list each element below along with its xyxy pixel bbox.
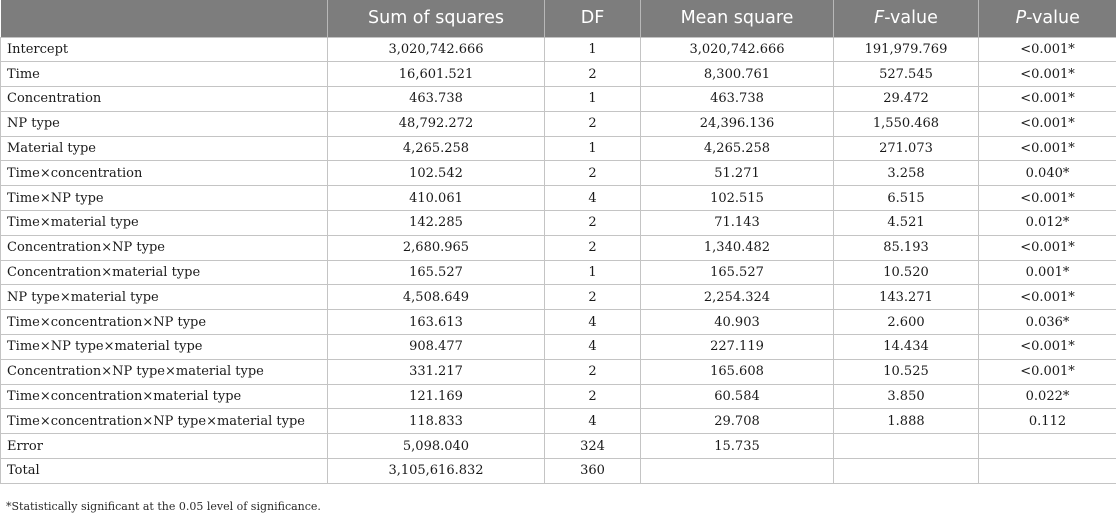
cell-f-value: 6.515 [834, 186, 979, 211]
cell-f-value: 14.434 [834, 335, 979, 360]
cell-f-value: 271.073 [834, 136, 979, 161]
cell-df: 4 [545, 335, 641, 360]
table-row [1, 384, 1116, 409]
cell-f-value: 1,550.468 [834, 111, 979, 136]
cell-f-value: 29.472 [834, 87, 979, 112]
cell-sum-of-squares: 118.833 [328, 409, 545, 434]
cell-p-value: <0.001* [979, 335, 1116, 360]
cell-sum-of-squares: 165.527 [328, 260, 545, 285]
table-row [1, 409, 1116, 434]
cell-mean-square: 24,396.136 [641, 111, 834, 136]
cell-sum-of-squares: 142.285 [328, 211, 545, 236]
header-f-suffix: -value [884, 8, 938, 29]
cell-source: NP type [1, 111, 328, 136]
header-f-letter: F [874, 8, 885, 29]
cell-source: Time×NP type×material type [1, 335, 328, 360]
header-sum-of-squares: Sum of squares [328, 0, 545, 37]
table-row [1, 136, 1116, 161]
cell-source: Time×concentration [1, 161, 328, 186]
cell-mean-square: 29.708 [641, 409, 834, 434]
table-body [1, 37, 1116, 483]
table-row [1, 459, 1116, 484]
cell-source: Material type [1, 136, 328, 161]
cell-f-value: 85.193 [834, 235, 979, 260]
cell-sum-of-squares: 3,105,616.832 [328, 459, 545, 484]
cell-source: NP type×material type [1, 285, 328, 310]
table-row [1, 161, 1116, 186]
cell-source: Error [1, 434, 328, 459]
cell-source: Concentration [1, 87, 328, 112]
header-row [1, 0, 1116, 37]
table-row [1, 260, 1116, 285]
cell-mean-square: 102.515 [641, 186, 834, 211]
cell-p-value: <0.001* [979, 62, 1116, 87]
cell-sum-of-squares: 5,098.040 [328, 434, 545, 459]
cell-source: Concentration×NP type×material type [1, 359, 328, 384]
cell-sum-of-squares: 16,601.521 [328, 62, 545, 87]
cell-df: 4 [545, 310, 641, 335]
cell-mean-square: 227.119 [641, 335, 834, 360]
cell-sum-of-squares: 908.477 [328, 335, 545, 360]
cell-mean-square: 1,340.482 [641, 235, 834, 260]
table-header [1, 0, 1116, 37]
cell-p-value: <0.001* [979, 111, 1116, 136]
cell-sum-of-squares: 463.738 [328, 87, 545, 112]
cell-sum-of-squares: 48,792.272 [328, 111, 545, 136]
table-row [1, 235, 1116, 260]
cell-p-value: <0.001* [979, 186, 1116, 211]
header-source [1, 0, 328, 37]
table-footnote: *Statistically significant at the 0.05 level of significance. [6, 500, 321, 513]
cell-df: 2 [545, 211, 641, 236]
table-row [1, 87, 1116, 112]
cell-source: Concentration×NP type [1, 235, 328, 260]
cell-f-value: 4.521 [834, 211, 979, 236]
cell-mean-square: 60.584 [641, 384, 834, 409]
cell-source: Time×concentration×NP type×material type [1, 409, 328, 434]
cell-df: 324 [545, 434, 641, 459]
cell-df: 360 [545, 459, 641, 484]
cell-p-value: <0.001* [979, 87, 1116, 112]
header-df: DF [545, 0, 641, 37]
cell-mean-square: 165.608 [641, 359, 834, 384]
cell-source: Time×concentration×NP type [1, 310, 328, 335]
table-row [1, 186, 1116, 211]
cell-f-value: 191,979.769 [834, 37, 979, 62]
cell-mean-square [641, 459, 834, 484]
cell-sum-of-squares: 121.169 [328, 384, 545, 409]
cell-p-value: <0.001* [979, 37, 1116, 62]
cell-df: 2 [545, 161, 641, 186]
cell-mean-square: 71.143 [641, 211, 834, 236]
cell-sum-of-squares: 4,265.258 [328, 136, 545, 161]
cell-sum-of-squares: 3,020,742.666 [328, 37, 545, 62]
cell-source: Concentration×material type [1, 260, 328, 285]
cell-f-value: 10.520 [834, 260, 979, 285]
cell-source: Time×NP type [1, 186, 328, 211]
cell-source: Total [1, 459, 328, 484]
cell-df: 2 [545, 62, 641, 87]
cell-mean-square: 15.735 [641, 434, 834, 459]
cell-sum-of-squares: 410.061 [328, 186, 545, 211]
cell-mean-square: 2,254.324 [641, 285, 834, 310]
header-f-value [834, 0, 979, 37]
table-row [1, 111, 1116, 136]
cell-source: Time [1, 62, 328, 87]
cell-p-value [979, 434, 1116, 459]
cell-f-value [834, 459, 979, 484]
cell-source: Time×concentration×material type [1, 384, 328, 409]
table-row [1, 335, 1116, 360]
cell-source: Time×material type [1, 211, 328, 236]
cell-df: 2 [545, 285, 641, 310]
cell-sum-of-squares: 2,680.965 [328, 235, 545, 260]
header-p-value [979, 0, 1116, 37]
cell-p-value: <0.001* [979, 136, 1116, 161]
cell-f-value: 3.258 [834, 161, 979, 186]
table-row [1, 310, 1116, 335]
table-row [1, 359, 1116, 384]
cell-p-value: <0.001* [979, 235, 1116, 260]
cell-df: 2 [545, 359, 641, 384]
cell-source: Intercept [1, 37, 328, 62]
cell-mean-square: 40.903 [641, 310, 834, 335]
cell-df: 2 [545, 235, 641, 260]
cell-p-value [979, 459, 1116, 484]
cell-df: 2 [545, 111, 641, 136]
cell-mean-square: 3,020,742.666 [641, 37, 834, 62]
table-row [1, 434, 1116, 459]
cell-f-value: 2.600 [834, 310, 979, 335]
cell-f-value: 1.888 [834, 409, 979, 434]
cell-f-value: 3.850 [834, 384, 979, 409]
cell-mean-square: 4,265.258 [641, 136, 834, 161]
cell-f-value: 10.525 [834, 359, 979, 384]
cell-sum-of-squares: 163.613 [328, 310, 545, 335]
cell-p-value: 0.036* [979, 310, 1116, 335]
header-mean-square: Mean square [641, 0, 834, 37]
cell-p-value: 0.012* [979, 211, 1116, 236]
cell-p-value: <0.001* [979, 285, 1116, 310]
cell-p-value: <0.001* [979, 359, 1116, 384]
header-p-letter: P [1015, 8, 1027, 29]
cell-df: 1 [545, 37, 641, 62]
table-row [1, 37, 1116, 62]
cell-f-value: 143.271 [834, 285, 979, 310]
cell-sum-of-squares: 4,508.649 [328, 285, 545, 310]
cell-sum-of-squares: 102.542 [328, 161, 545, 186]
table-row [1, 62, 1116, 87]
header-p-suffix: -value [1026, 8, 1080, 29]
cell-df: 1 [545, 87, 641, 112]
cell-sum-of-squares: 331.217 [328, 359, 545, 384]
cell-p-value: 0.001* [979, 260, 1116, 285]
cell-df: 2 [545, 384, 641, 409]
cell-p-value: 0.040* [979, 161, 1116, 186]
cell-mean-square: 165.527 [641, 260, 834, 285]
cell-mean-square: 463.738 [641, 87, 834, 112]
cell-mean-square: 8,300.761 [641, 62, 834, 87]
cell-f-value [834, 434, 979, 459]
cell-df: 1 [545, 136, 641, 161]
cell-mean-square: 51.271 [641, 161, 834, 186]
cell-f-value: 527.545 [834, 62, 979, 87]
cell-df: 4 [545, 409, 641, 434]
cell-p-value: 0.112 [979, 409, 1116, 434]
table-row [1, 285, 1116, 310]
cell-p-value: 0.022* [979, 384, 1116, 409]
table-row [1, 211, 1116, 236]
cell-df: 4 [545, 186, 641, 211]
cell-df: 1 [545, 260, 641, 285]
